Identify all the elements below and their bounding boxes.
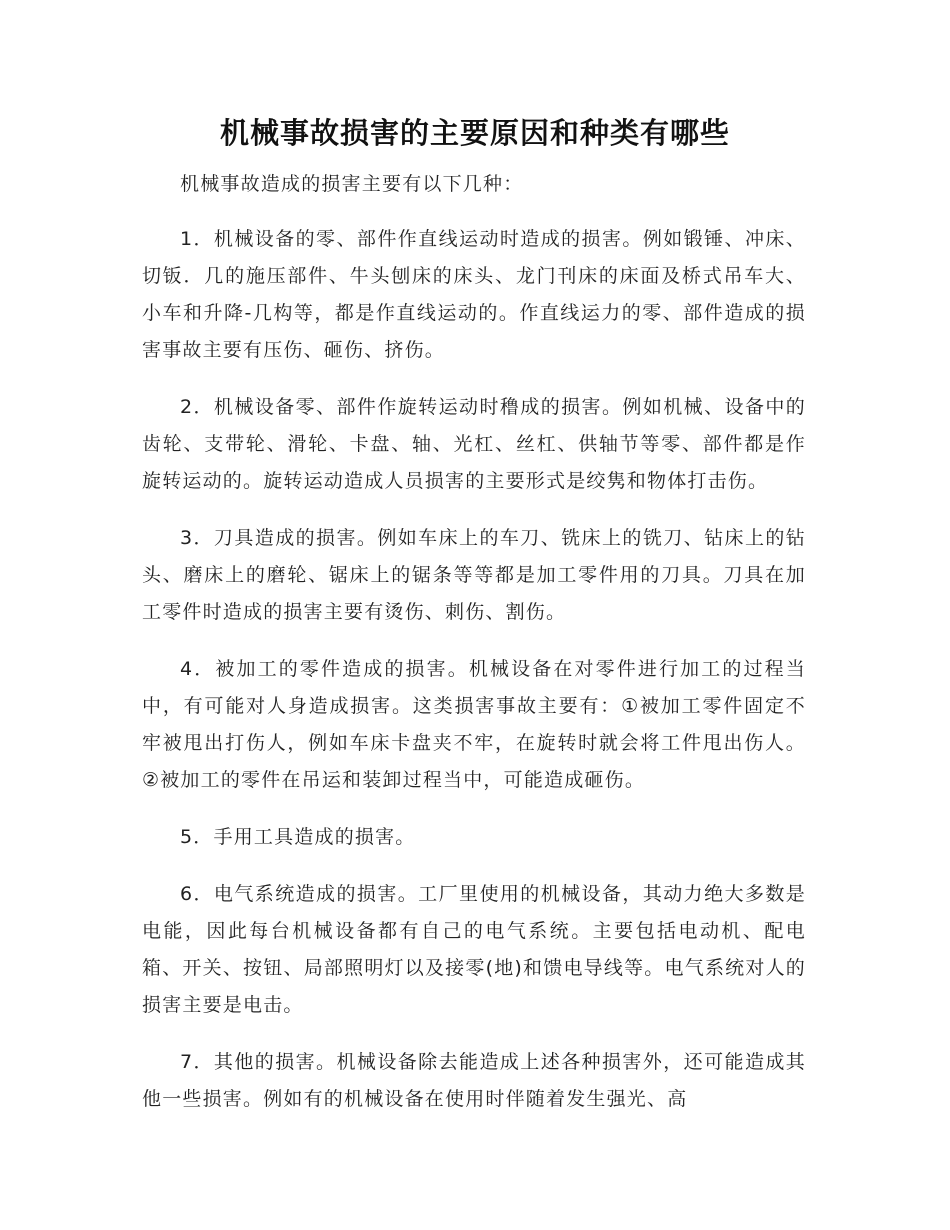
paragraph-3: 3．刀具造成的损害。例如车床上的车刀、铣床上的铣刀、钻床上的钻头、磨床上的磨轮、锯床上的锯条等等都是加工零件用的刀具。刀具在加工零件时造成的损害主要有烫伤、刺伤、割伤。 — [142, 527, 806, 623]
paragraph-7: 7．其他的损害。机械设备除去能造成上述各种损害外，还可能造成其他一些损害。例如有的机械设备在使用时伴随着发生强光、高 — [142, 1051, 806, 1110]
paragraph-2: 2．机械设备零、部件作旋转运动时穞成的损害。例如机械、设备中的齿轮、支带轮、滑轮、卡盘、轴、光杠、丝杠、供轴节等零、部件都是作旋转运动的。旋转运动造成人员损害的主要形式是绞隽和物体打击伤。 — [142, 396, 806, 492]
document-body — [142, 166, 806, 1138]
document-title: 机械事故损害的主要原因和种类有哪些 — [219, 116, 730, 150]
paragraph-6: 6．电气系统造成的损害。工厂里使用的机械设备，其动力绝大多数是电能，因此每台机械设备都有自己的电气系统。主要包括电动机、配电箱、开关、按钮、局部照明灯以及接零(地)和馈电导线等。电气系统对人的损害主要是电击。 — [142, 883, 806, 1016]
paragraph-5: 5．手用工具造成的损害。 — [180, 826, 416, 848]
intro-paragraph: 机械事故造成的损害主要有以下几种： — [180, 173, 524, 195]
paragraph-1: 1．机械设备的零、部件作直线运动时造成的损害。例如锻锤、冲床、切钣．几的施压部件、牛头刨床的床头、龙门刊床的床面及桥式吊车大、小车和升降-几构等，都是作直线运动的。作直线运力的零、部件造成的损害事故主要有压伤、砸伤、挤伤。 — [142, 228, 806, 361]
paragraph-4: 4．被加工的零件造成的损害。机械设备在对零件进行加工的过程当中，有可能对人身造成损害。这类损害事故主要有：①被加工零件固定不牢被甩出打伤人，例如车床卡盘夹不牢，在旋转时就会将工件甩出伤人。②被加工的零件在吊运和装卸过程当中，可能造成砸伤。 — [142, 658, 806, 791]
